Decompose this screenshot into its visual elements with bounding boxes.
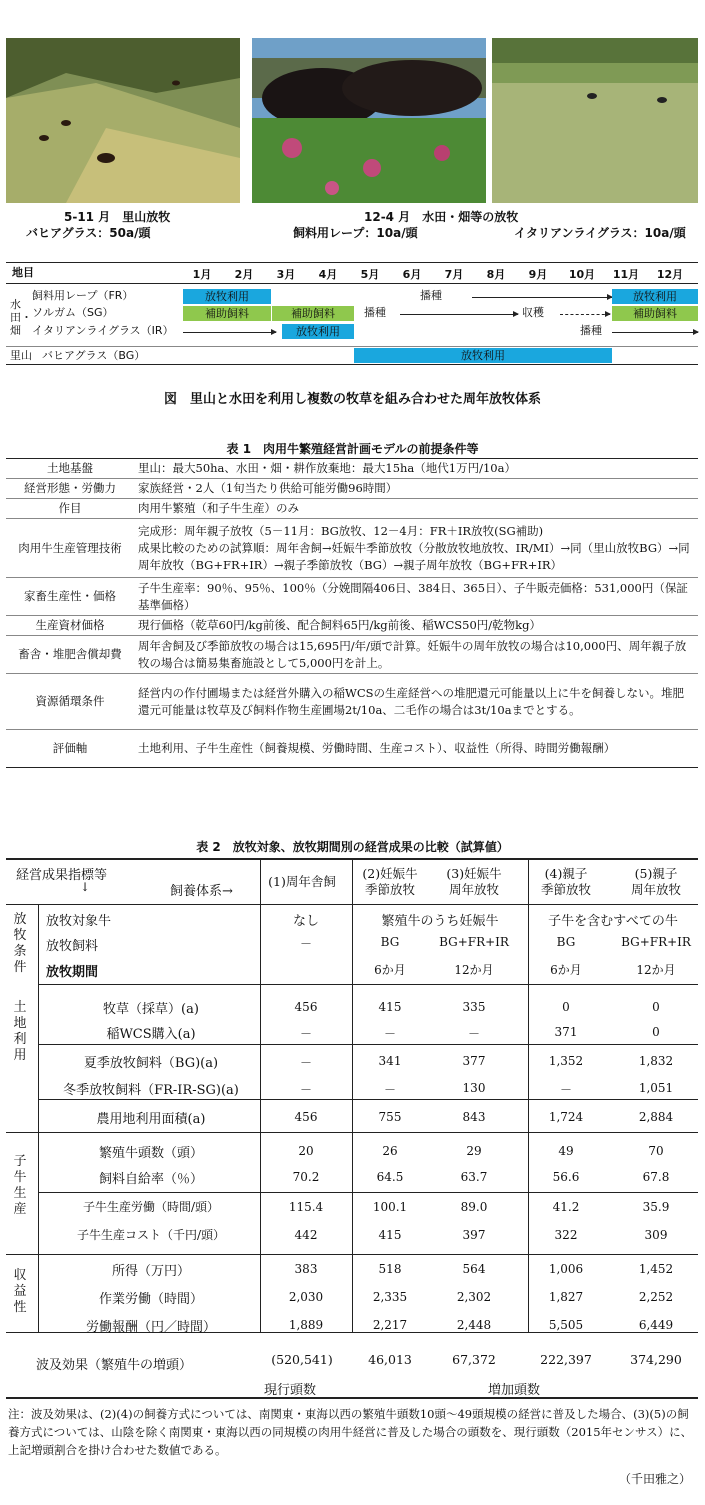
bar-fr-grazing-nov: 放牧利用: [612, 289, 698, 304]
land-value: 456: [294, 1110, 318, 1124]
land-value: 130: [462, 1081, 486, 1095]
table1-row: [6, 674, 698, 730]
figure-title: 図 里山と水田を利用し複数の牧草を組み合わせた周年放牧体系: [163, 392, 541, 407]
profit-row-label: 所得（万円）: [111, 1264, 190, 1279]
author: （千田雅之）: [618, 1472, 691, 1486]
arrow-ir: [183, 332, 276, 333]
calf-value: 100.1: [372, 1200, 408, 1214]
table2: [6, 858, 698, 1399]
land-value: 1,352: [548, 1054, 584, 1068]
table1-value: 経営内の作付圃場または経営外購入の稲WCSの生産経営への堆肥還元可能量以上に牛を飼養しない。堆肥還元可能量は牧草及び飼料作物生産圃場2t/10a、二毛作の場合は3t/10aまでとする。: [134, 674, 698, 730]
table1-row: [6, 616, 698, 636]
ir-sowing-label: 播種: [580, 324, 602, 337]
calf-value: 415: [378, 1228, 402, 1242]
table1-value: 完成形：周年親子放牧（5－11月：BG放牧、12－4月：FR＋IR放牧(SG補助) 成果比較のための試算順：周年舎飼→妊娠牛季節放牧（分散放牧地放牧、IR/MI）→同（里山放牧BG）→同周年放牧（BG+FR+IR）→親子季節放牧（BG）→親子周年放牧（BG+FR+IR）: [134, 519, 698, 578]
land-value: －: [467, 1027, 480, 1041]
table1-value: 現行価格（乾草60円/kg前後、配合飼料65円/kg前後、稲WCS50円/乾物kg）: [134, 616, 698, 636]
caption-paddy: 12-4 月 水田・畑等の放牧: [364, 210, 519, 224]
table1-row: [6, 499, 698, 519]
column-header: (1)周年舎飼: [268, 874, 336, 889]
column-header: (2)妊娠牛 季節放牧: [362, 866, 418, 897]
crop-ir: イタリアンライグラス（IR）: [32, 324, 174, 337]
crop-bg: バヒアグラス（BG）: [42, 349, 146, 362]
table-rule: [260, 858, 261, 1332]
table1-row: [6, 636, 698, 674]
profit-value: 6,449: [638, 1318, 674, 1332]
sg-harvest-label: 収穫: [522, 306, 544, 319]
profit-row-label: 作業労働（時間）: [98, 1292, 203, 1307]
arrow-fr: [472, 297, 612, 298]
profit-value: 518: [378, 1262, 402, 1276]
land-value: －: [383, 1027, 396, 1041]
calf-value: 397: [462, 1228, 486, 1242]
land-value: －: [299, 1027, 312, 1041]
land-value: 2,884: [638, 1110, 674, 1124]
table1-row: [6, 519, 698, 578]
calf-row-label: 子牛生産コスト（千円/頭）: [76, 1228, 226, 1242]
profit-value: 383: [294, 1262, 318, 1276]
land-row-label: 稲WCS購入(a): [106, 1027, 196, 1042]
land-value: 0: [562, 1000, 570, 1014]
bar-sg-supp-jan: 補助飼料: [183, 306, 271, 321]
land-value: 415: [378, 1000, 402, 1014]
feed-cell: BG: [556, 935, 576, 949]
table1-value: 子牛生産率：90％、95％、100％（分娩間隔406日、384日、365日）、子牛販売価格：531,000円（保証基準価格）: [134, 578, 698, 616]
month-header: 4月: [318, 268, 338, 281]
ripple-label: 波及効果（繁殖牛の増頭）: [36, 1358, 193, 1373]
table1-row: [6, 730, 698, 768]
calf-row-label: 飼料自給率（％）: [98, 1172, 203, 1187]
month-header: 7月: [444, 268, 464, 281]
calf-value: 309: [644, 1228, 668, 1242]
caption-satoyama: 5-11 月 里山放牧: [64, 210, 171, 224]
table-note: 注：波及効果は、(2)(4)の飼養方式については、南関東・東海以西の繁殖牛頭数10頭～49頭規模の経営に普及した場合、(3)(5)の飼養方式については、山陰を除く南関東・東海以西の同規模の肉用牛経営に普及した場合の頭数を、現行頭数（2015年センサス）に、上記増頭割合を掛け合わせた数値である。: [8, 1407, 693, 1457]
table1-key: 経営形態・労働力: [6, 479, 134, 499]
table1-row: [6, 479, 698, 499]
profit-value: 2,252: [638, 1290, 674, 1304]
ripple-value: 222,397: [540, 1352, 592, 1367]
table1-key: 作目: [6, 499, 134, 519]
land-row-label: 農用地利用面積(a): [96, 1112, 206, 1127]
table-rule: [38, 1192, 698, 1193]
land-value: 1,832: [638, 1054, 674, 1068]
table-rule: [6, 1132, 698, 1133]
bar-sg-supp-mar: 補助飼料: [272, 306, 354, 321]
calf-row-label: 子牛生産労働（時間/頭）: [82, 1200, 220, 1214]
header-indicator: 経営成果指標等: [16, 868, 108, 883]
group-paddy: 水田・畑: [10, 298, 32, 337]
table1-key: 肉用牛生産管理技術: [6, 519, 134, 578]
land-value: －: [299, 1083, 312, 1097]
land-value: －: [383, 1083, 396, 1097]
ripple-value: 374,290: [630, 1352, 682, 1367]
target-cattle: 子牛を含むすべての牛: [548, 914, 678, 929]
calf-value: 49: [558, 1144, 574, 1158]
group-satoyama: 里山: [10, 349, 32, 362]
table1: [6, 458, 698, 768]
calf-value: 41.2: [552, 1200, 580, 1214]
period-cell: 6か月: [550, 963, 582, 977]
photo-hillside-grazing: [6, 38, 240, 203]
table-rule: [38, 984, 698, 985]
calf-value: 63.7: [460, 1170, 488, 1184]
land-value: 1,051: [638, 1081, 674, 1095]
table1-value: 土地利用、子牛生産性（飼養規模、労働時間、生産コスト）、収益性（所得、時間労働報酬）: [134, 730, 698, 768]
month-header: 12月: [656, 268, 684, 281]
table1-row: [6, 459, 698, 479]
arrow-ir-end: [612, 332, 698, 333]
period-cell: 6か月: [374, 963, 406, 977]
table-rule: [6, 1254, 698, 1255]
grazing-schedule: [6, 262, 698, 366]
table1-key: 家畜生産性・価格: [6, 578, 134, 616]
table1-key: 土地基盤: [6, 459, 134, 479]
calf-value: 35.9: [642, 1200, 670, 1214]
land-value: 0: [652, 1000, 660, 1014]
calf-value: 26: [382, 1144, 398, 1158]
table-rule: [38, 904, 39, 1332]
land-value: 456: [294, 1000, 318, 1014]
table1-value: 家族経営・2人（1旬当たり供給可能労働96時間）: [134, 479, 698, 499]
cond-target-label: 放牧対象牛: [46, 914, 112, 929]
table1-row: [6, 578, 698, 616]
profit-value: 5,505: [548, 1318, 584, 1332]
profit-value: 1,452: [638, 1262, 674, 1276]
calf-value: 89.0: [460, 1200, 488, 1214]
feed-cell: BG+FR+IR: [439, 935, 509, 949]
table1-value: 里山：最大50ha、水田・畑・耕作放棄地：最大15ha（地代1万円/10a）: [134, 459, 698, 479]
table-bottom-rule: [6, 1397, 698, 1399]
arrow-sg-harvest: [560, 314, 610, 315]
profit-value: 2,217: [372, 1318, 408, 1332]
grass-rape: 飼料用レープ：10a/頭: [293, 226, 418, 240]
land-row-label: 冬季放牧飼料（FR-IR-SG)(a): [63, 1083, 239, 1098]
land-value: 377: [462, 1054, 486, 1068]
calf-value: 115.4: [288, 1200, 324, 1214]
period-cell: 12か月: [454, 963, 494, 977]
header-system: 飼養体系→: [170, 884, 233, 899]
table1-value: 周年舎飼及び季節放牧の場合は15,695円/年/頭で計算。妊娠牛の周年放牧の場合は10,000円、周年親子放牧の場合は簡易集畜施設として5,000円を計上。: [134, 636, 698, 674]
column-header: (5)親子 周年放牧: [630, 866, 681, 897]
profit-value: 1,006: [548, 1262, 584, 1276]
current-head-label: 現行頭数: [264, 1383, 317, 1398]
month-header: 11月: [612, 268, 640, 281]
fr-sowing-label: 播種: [420, 289, 442, 302]
crop-fr: 飼料用レープ（FR）: [32, 289, 134, 302]
land-value: 1,724: [548, 1110, 584, 1124]
table1-value: 肉用牛繁殖（和子牛生産）のみ: [134, 499, 698, 519]
group-profit: 収益性: [13, 1268, 27, 1315]
target-cattle: なし: [292, 914, 319, 929]
calf-value: 70: [648, 1144, 664, 1158]
feed-cell: BG: [380, 935, 400, 949]
land-value: －: [299, 1056, 312, 1070]
column-header: (4)親子 季節放牧: [540, 866, 591, 897]
land-value: 371: [554, 1025, 578, 1039]
sg-sowing-label: 播種: [364, 306, 386, 319]
month-header: 9月: [528, 268, 548, 281]
group-land: 土地利用: [13, 1000, 27, 1063]
calf-row-label: 繁殖牛頭数（頭）: [98, 1146, 203, 1161]
profit-value: 2,030: [288, 1290, 324, 1304]
calf-value: 67.8: [642, 1170, 670, 1184]
ripple-value: 46,013: [368, 1352, 412, 1367]
bar-ir-grazing: 放牧利用: [282, 324, 354, 339]
column-header: (3)妊娠牛 周年放牧: [446, 866, 502, 897]
calf-value: 442: [294, 1228, 318, 1242]
col-place: 地目: [12, 266, 34, 279]
calf-value: 56.6: [552, 1170, 580, 1184]
land-row-label: 夏季放牧飼料（BG)(a): [83, 1056, 219, 1071]
header-down-arrow: ↓: [80, 880, 91, 894]
calf-value: 322: [554, 1228, 578, 1242]
profit-row-label: 労働報酬（円／時間）: [85, 1320, 216, 1335]
feed-cell: BG+FR+IR: [621, 935, 691, 949]
bar-sg-supp-nov: 補助飼料: [612, 306, 698, 321]
table1-key: 資源循環条件: [6, 674, 134, 730]
table-rule: [38, 1044, 698, 1045]
cond-period-label: 放牧期間: [46, 965, 99, 980]
arrow-sg-sowing: [400, 314, 518, 315]
profit-value: 564: [462, 1262, 486, 1276]
feed-cell: －: [299, 937, 312, 951]
bar-bg-grazing: 放牧利用: [354, 348, 612, 363]
table2-title: 表 2 放牧対象、放牧期間別の経営成果の比較（試算値）: [196, 840, 509, 854]
month-header: 3月: [276, 268, 296, 281]
table-rule: [38, 1099, 698, 1100]
land-value: 843: [462, 1110, 486, 1124]
period-cell: 12か月: [636, 963, 676, 977]
calf-value: 64.5: [376, 1170, 404, 1184]
group-conditions: 放牧条件: [13, 912, 27, 975]
month-header: 10月: [568, 268, 596, 281]
table1-key: 生産資材価格: [6, 616, 134, 636]
land-value: 341: [378, 1054, 402, 1068]
grass-bahia: バヒアグラス：50a/頭: [26, 226, 151, 240]
cond-feed-label: 放牧飼料: [46, 939, 99, 954]
calf-value: 20: [298, 1144, 314, 1158]
profit-value: 2,302: [456, 1290, 492, 1304]
table1-key: 畜舎・堆肥舎償却費: [6, 636, 134, 674]
land-row-label: 牧草（採草）(a): [103, 1002, 199, 1017]
photo-rape-field-cattle: [252, 38, 486, 203]
photo-paddy-grazing: [492, 38, 698, 203]
land-value: 0: [652, 1025, 660, 1039]
profit-value: 2,448: [456, 1318, 492, 1332]
bar-fr-grazing-jan: 放牧利用: [183, 289, 271, 304]
profit-value: 1,889: [288, 1318, 324, 1332]
ripple-value: (520,541): [271, 1352, 333, 1367]
ripple-value: 67,372: [452, 1352, 496, 1367]
calf-value: 70.2: [292, 1170, 320, 1184]
month-header: 1月: [192, 268, 212, 281]
profit-value: 1,827: [548, 1290, 584, 1304]
profit-value: 2,335: [372, 1290, 408, 1304]
month-header: 5月: [360, 268, 380, 281]
land-value: 335: [462, 1000, 486, 1014]
grass-italian: イタリアンライグラス：10a/頭: [514, 226, 686, 240]
month-header: 8月: [486, 268, 506, 281]
land-value: 755: [378, 1110, 402, 1124]
month-header: 6月: [402, 268, 422, 281]
crop-sg: ソルガム（SG）: [32, 306, 114, 319]
group-calf: 子牛生産: [13, 1154, 27, 1217]
target-cattle: 繁殖牛のうち妊娠牛: [381, 914, 499, 929]
month-header: 2月: [234, 268, 254, 281]
calf-value: 29: [466, 1144, 482, 1158]
table1-title: 表 1 肉用牛繁殖経営計画モデルの前提条件等: [226, 442, 479, 456]
added-head-label: 増加頭数: [488, 1383, 541, 1398]
land-value: －: [559, 1083, 572, 1097]
table1-key: 評価軸: [6, 730, 134, 768]
